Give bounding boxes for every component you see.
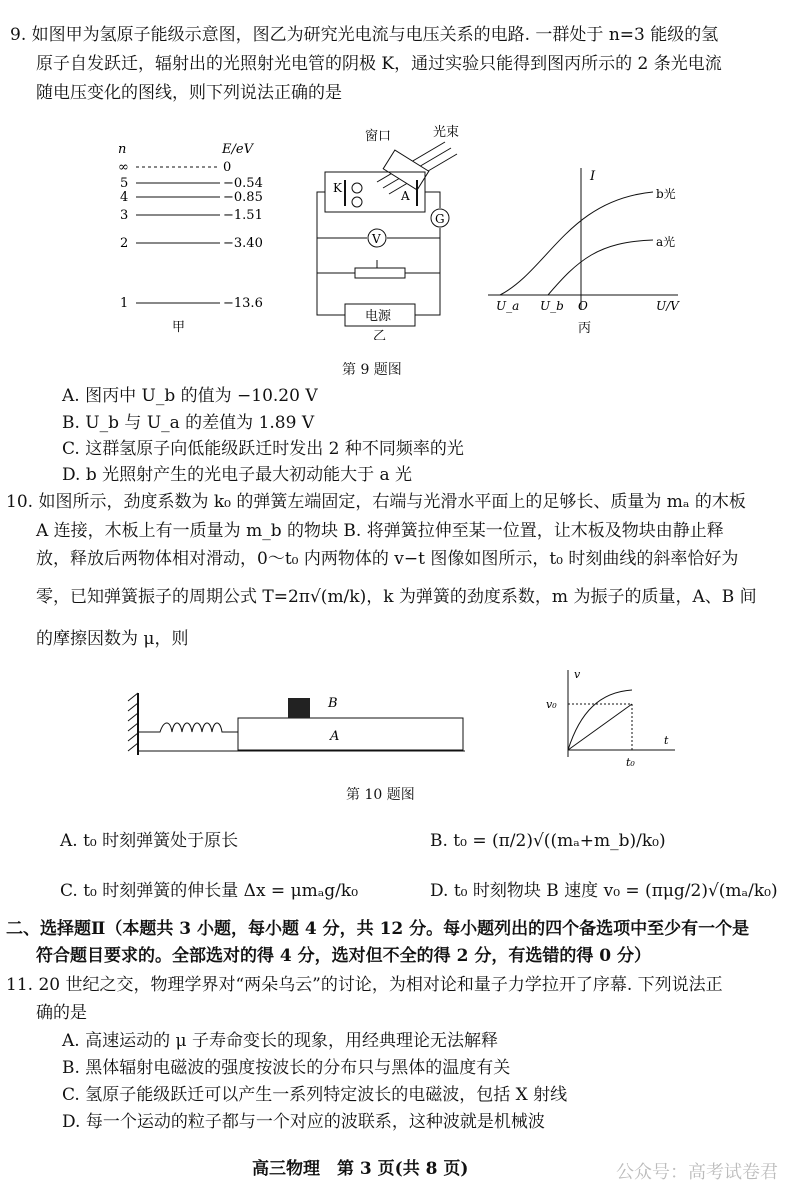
q9-option-d: D. b 光照射产生的光电子最大初动能大于 a 光 (62, 465, 413, 485)
t0-label: t₀ (626, 756, 635, 769)
electron-icon (352, 197, 362, 207)
v-axis-label: v (574, 668, 581, 681)
wall-hatching (128, 693, 138, 751)
e-header: E/eV (222, 142, 253, 157)
b-light-curve (500, 192, 653, 295)
q10-line-1: 10. 如图所示，劲度系数为 k₀ 的弹簧左端固定，右端与光滑水平面上的足够长、质量为 mₐ 的木板 (6, 492, 746, 512)
rheostat (355, 268, 405, 278)
level-n: 5 (120, 176, 129, 191)
beam-label: 光束 (433, 125, 460, 140)
page-footer: 高三物理 第 3 页(共 8 页) (252, 1159, 469, 1179)
t-axis-label: t (664, 734, 669, 747)
q10-line-2: A 连接，木板上有一质量为 m_b 的物块 B. 将弹簧拉伸至某一位置，让木板及物块由静止释 (36, 521, 724, 541)
level-n: 2 (120, 236, 129, 251)
level-3 (120, 208, 263, 223)
q10-option-b: B. t₀ = (π/2)√((mₐ+m_b)/k₀) (430, 831, 666, 851)
level-inf (118, 160, 231, 175)
q9-figure-caption: 第 9 题图 (342, 362, 402, 378)
a-light-label: a光 (656, 235, 676, 249)
ub-label: U_b (540, 299, 564, 313)
level-5 (120, 176, 263, 191)
level-n: 4 (120, 190, 129, 205)
level-e: 0 (223, 160, 232, 175)
curve-a (568, 690, 632, 750)
q11-line-2: 确的是 (36, 1003, 87, 1023)
vt-graph (540, 662, 680, 770)
y-axis-label: I (590, 169, 596, 184)
level-e: −0.54 (223, 176, 263, 191)
q10-option-a: A. t₀ 时刻弹簧处于原长 (60, 831, 239, 851)
circuit-diagram (305, 120, 475, 340)
level-e: −1.51 (223, 208, 263, 223)
voltmeter-label: V (372, 232, 381, 246)
level-n: 3 (120, 208, 129, 223)
b-light-label: b光 (656, 187, 676, 201)
level-n: ∞ (118, 160, 129, 175)
figure-label-yi: 乙 (373, 329, 387, 340)
spring-board-figure (120, 685, 480, 765)
q11-option-d: D. 每一个运动的粒子都与一个对应的波联系，这种波就是机械波 (62, 1112, 545, 1132)
board-a (238, 718, 463, 750)
q9-line-1: 9. 如图甲为氢原子能级示意图，图乙为研究光电流与电压关系的电路. 一群处于 n=3 能级的氢 (10, 25, 719, 45)
spring (138, 723, 238, 732)
level-2 (120, 236, 263, 251)
q10-option-c: C. t₀ 时刻弹簧的伸长量 Δx = μmₐg/k₀ (60, 881, 359, 901)
origin-label: O (578, 299, 588, 313)
figure-label-bing: 丙 (578, 321, 592, 336)
section2-line-2: 符合题目要求的。全部选对的得 4 分，选对但不全的得 2 分，有选错的得 0 分） (36, 946, 651, 966)
energy-level-diagram (110, 135, 290, 335)
level-e: −3.40 (223, 236, 263, 251)
q9-option-c: C. 这群氢原子向低能级跃迁时发出 2 种不同频率的光 (62, 439, 464, 459)
power-source-label: 电源 (365, 309, 392, 324)
level-e: −13.6 (223, 296, 263, 311)
q11-option-a: A. 高速运动的 μ 子寿命变长的现象，用经典理论无法解释 (62, 1031, 498, 1051)
wire-right (415, 228, 440, 315)
q10-option-d: D. t₀ 时刻物块 B 速度 v₀ = (πμg/2)√(mₐ/k₀) (430, 881, 778, 901)
n-header: n (118, 142, 127, 157)
ua-label: U_a (496, 299, 520, 313)
wire-right-top (425, 192, 440, 208)
level-4 (120, 190, 263, 205)
q9-line-3: 随电压变化的图线，则下列说法正确的是 (36, 83, 342, 103)
level-1 (120, 296, 263, 311)
q11-option-c: C. 氢原子能级跃迁可以产生一系列特定波长的电磁波，包括 X 射线 (62, 1085, 568, 1105)
q10-line-4: 零，已知弹簧振子的周期公式 T=2π√(m/k)，k 为弹簧的劲度系数，m 为振子的质量，A、B 间 (36, 587, 757, 607)
section2-line-1: 二、选择题Ⅱ（本题共 3 小题，每小题 4 分，共 12 分。每小题列出的四个备选项中至少有一个是 (6, 919, 750, 939)
q10-figure-caption: 第 10 题图 (346, 787, 415, 803)
anode-a-label: A (401, 189, 410, 203)
a-light-curve (548, 240, 653, 295)
q11-line-1: 11. 20 世纪之交，物理学界对“两朵乌云”的讨论，为相对论和量子力学拉开了序幕. 下列说法正 (6, 975, 723, 995)
x-axis-label: U/V (656, 299, 679, 313)
galvanometer-label: G (435, 212, 445, 226)
wire-left (317, 192, 345, 315)
figure-label-jia: 甲 (172, 320, 186, 335)
board-a-label: A (330, 729, 340, 744)
level-n: 1 (120, 296, 129, 311)
q10-line-5: 的摩擦因数为 μ，则 (36, 629, 189, 649)
block-b-label: B (328, 696, 338, 711)
watermark: 公众号：高考试卷君 (616, 1162, 778, 1183)
q9-option-b: B. U_b 与 U_a 的差值为 1.89 V (62, 413, 315, 433)
cathode-k-label: K (333, 181, 342, 195)
v0-label: v₀ (546, 698, 557, 711)
q10-line-3: 放，释放后两物体相对滑动，0～t₀ 内两物体的 v−t 图像如图所示，t₀ 时刻曲线的斜率恰好为 (36, 549, 739, 569)
level-e: −0.85 (223, 190, 263, 205)
q9-line-2: 原子自发跃迁，辐射出的光照射光电管的阴极 K，通过实验只能得到图丙所示的 2 条光电流 (36, 54, 722, 74)
block-b (288, 698, 310, 718)
q11-option-b: B. 黑体辐射电磁波的强度按波长的分布只与黑体的温度有关 (62, 1058, 511, 1078)
window-label: 窗口 (365, 129, 392, 144)
iv-graph (478, 160, 688, 340)
q9-option-a: A. 图丙中 U_b 的值为 −10.20 V (62, 386, 318, 406)
electron-icon (352, 183, 362, 193)
